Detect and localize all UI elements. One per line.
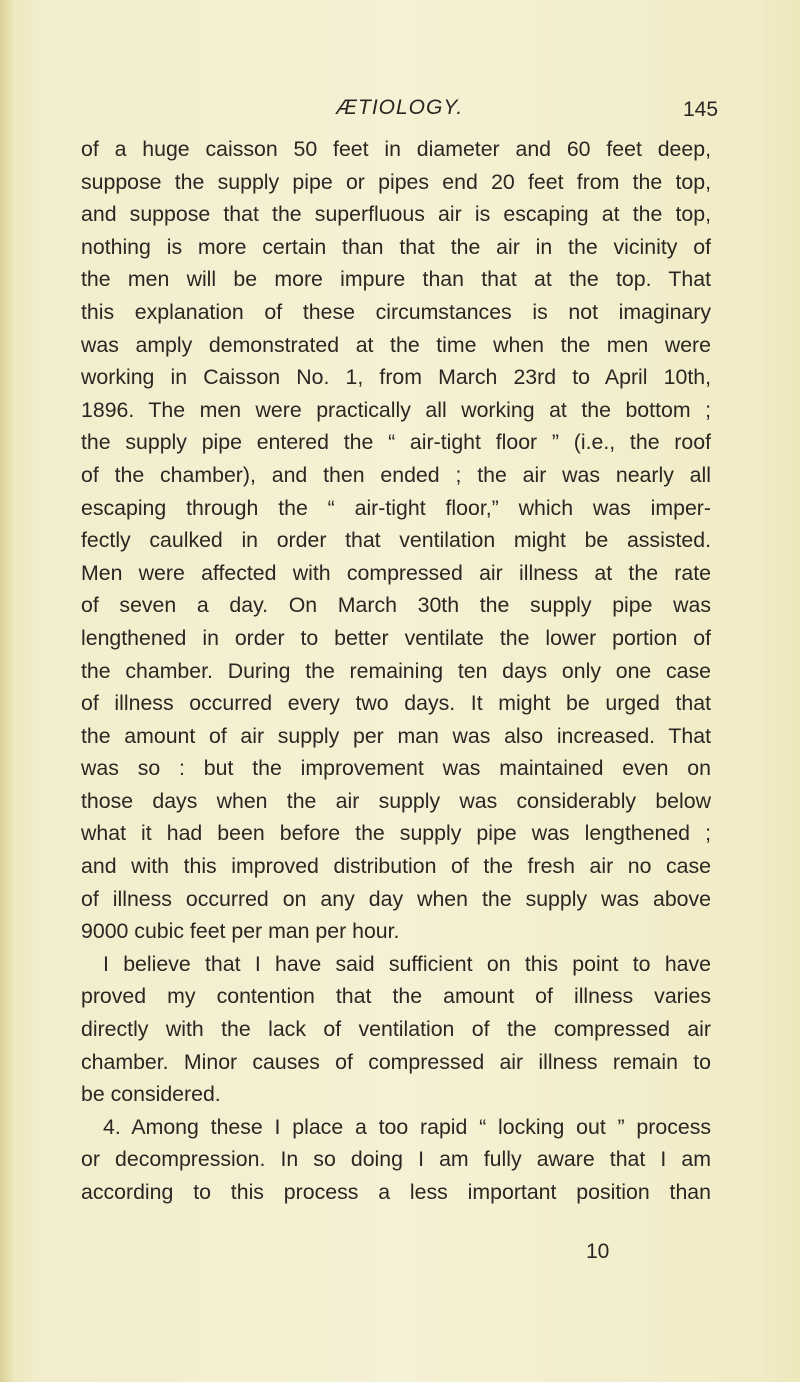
running-title: ÆTIOLOGY. [336,96,464,119]
text-line: this explanation of these circumstances is not imaginary [81,299,711,324]
text-line: directly with the lack of ventilation of the compressed air [81,1017,711,1042]
text-line: those days when the air supply was considerably below [81,788,711,813]
text-line: of the chamber), and then ended ; the air was nearly all [81,462,711,487]
text-line: according to this process a less important position than [81,1180,711,1204]
text-line: of a huge caisson 50 feet in diameter and 60 feet deep, [81,137,711,161]
text-line: or decompression. In so doing I am fully aware that I am [81,1147,711,1172]
text-line: escaping through the “ air-tight floor,” which was imper- [81,495,711,520]
page-number: 145 [683,98,719,121]
text-line: proved my contention that the amount of illness varies [81,984,711,1009]
body-text [81,133,711,1209]
text-line: was amply demonstrated at the time when the men were [81,332,711,357]
text-line: nothing is more certain than that the air in the vicinity of [81,234,711,259]
text-line: 1896. The men were practically all working at the bottom ; [81,397,711,422]
text-line: suppose the supply pipe or pipes end 20 feet from the top, [81,169,711,194]
text-line: was so : but the improvement was maintained even on [81,756,711,781]
text-line: be considered. [81,1082,221,1107]
text-line: 4. Among these I place a too rapid “ locking out ” process [103,1114,711,1139]
text-line: fectly caulked in order that ventilation might be assisted. [81,528,711,553]
text-line: I believe that I have said sufficient on this point to have [103,951,711,976]
text-line: Men were affected with compressed air illness at the rate [81,560,711,585]
text-line: the men will be more impure than that at the top. That [81,267,711,292]
text-line: the chamber. During the remaining ten days only one case [81,658,711,683]
text-line: and suppose that the superfluous air is escaping at the top, [81,202,711,227]
text-line: lengthened in order to better ventilate the lower portion of [81,625,711,650]
text-line: chamber. Minor causes of compressed air illness remain to [81,1049,711,1074]
text-line: of illness occurred every two days. It might be urged that [81,691,711,716]
text-line: what it had been before the supply pipe was lengthened ; [81,821,711,846]
text-line: the supply pipe entered the “ air-tight floor ” (i.e., the roof [81,430,711,455]
text-line: of seven a day. On March 30th the supply pipe was [81,593,711,618]
signature-mark: 10 [586,1240,610,1263]
running-head [0,96,800,126]
text-line: and with this improved distribution of the fresh air no case [81,854,711,879]
text-line: 9000 cubic feet per man per hour. [81,919,400,944]
text-line: the amount of air supply per man was also increased. That [81,723,711,748]
text-line: of illness occurred on any day when the supply was above [81,886,711,911]
text-line: working in Caisson No. 1, from March 23rd to April 10th, [81,365,711,390]
spine-shadow [0,0,14,1382]
